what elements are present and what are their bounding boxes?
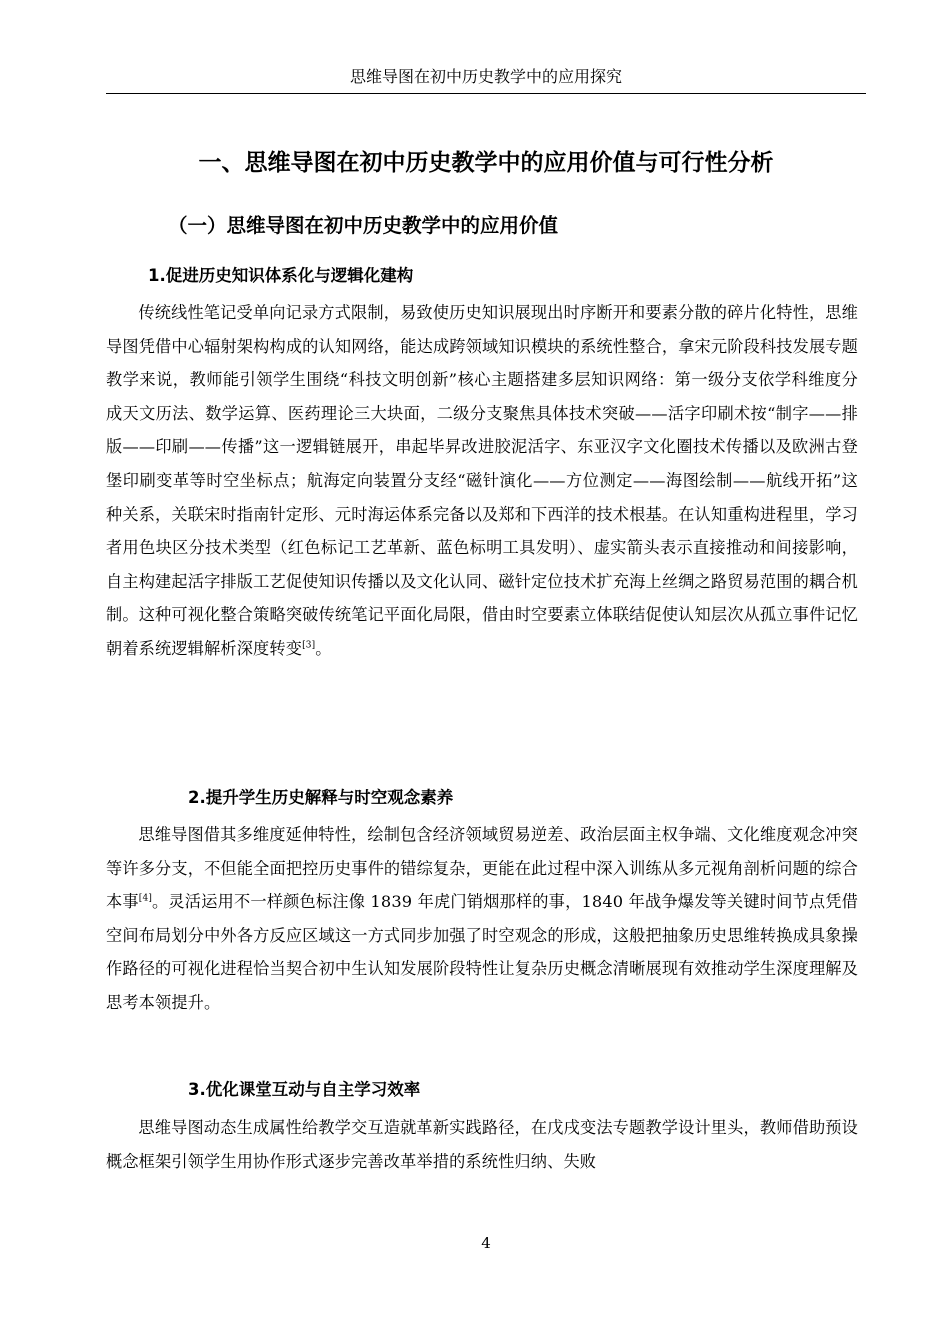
page-number: 4: [481, 1234, 491, 1252]
paragraph-2-text: 思维导图借其多维度延伸特性，绘制包含经济领域贸易逆差、政治层面主权争端、文化维度观念冲突等许多分支，不但能全面把控历史事件的错综复杂，更能在此过程中深入训练从多元视角剖析问题的综合本事: [106, 825, 858, 912]
running-header: 思维导图在初中历史教学中的应用探究: [349, 67, 622, 86]
header-rule: [106, 93, 866, 94]
subsection-heading-2: 2.提升学生历史解释与时空观念素养: [188, 788, 454, 807]
paragraph-3-text: 思维导图动态生成属性给教学交互造就革新实践路径，在戊戌变法专题教学设计里头，教师借助预设概念框架引领学生用协作形式逐步完善改革举措的系统性归纳、失败: [106, 1118, 858, 1171]
paragraph-3: [106, 1111, 858, 1178]
paragraph-1-end: 。: [315, 638, 332, 658]
section-title: （一）思维导图在初中历史教学中的应用价值: [168, 214, 559, 237]
citation-4: [4]: [138, 893, 152, 904]
citation-3: [3]: [302, 640, 316, 651]
subsection-heading-1: 1.促进历史知识体系化与逻辑化建构: [148, 266, 414, 285]
paragraph-2: [106, 818, 858, 1020]
paragraph-1: [106, 296, 858, 666]
chapter-title: 一、思维导图在初中历史教学中的应用价值与可行性分析: [198, 150, 774, 176]
subsection-heading-3: 3.优化课堂互动与自主学习效率: [188, 1080, 421, 1099]
paragraph-1-text: 传统线性笔记受单向记录方式限制，易致使历史知识展现出时序断开和要素分散的碎片化特性，思维导图凭借中心辐射架构构成的认知网络，能达成跨领域知识模块的系统性整合，拿宋元阶段科技发展专题教学来说，教师能引领学生围绕“科技文明创新”核心主题搭建多层知识网络：第一级分支依学科维度分成天文历法、数学运算、医药理论三大块面，二级分支聚焦具体技术突破——活字印刷术按“制字——排版——印刷——传播”这一逻辑链展开，串起毕昇改进胶泥活字、东亚汉字文化圈技术传播以及欧洲古登堡印刷变革等时空坐标点；航海定向装置分支经“磁针演化——方位测定——海图绘制——航线开拓”这种关系，关联宋时指南针定形、元时海运体系完备以及郑和下西洋的技术根基。在认知重构进程里，学习者用色块区分技术类型（红色标记工艺革新、蓝色标明工具发明）、虚实箭头表示直接推动和间接影响，自主构建起活字排版工艺促使知识传播以及文化认同、磁针定位技术扩充海上丝绸之路贸易范围的耦合机制。这种可视化整合策略突破传统笔记平面化局限，借由时空要素立体联结促使认知层次从孤立事件记忆朝着系统逻辑解析深度转变: [106, 303, 858, 658]
paragraph-2-end: 。灵活运用不一样颜色标注像 1839 年虎门销烟那样的事，1840 年战争爆发等关键时间节点凭借空间布局划分中外各方反应区域这一方式同步加强了时空观念的形成，这般把抽象历史思维转换成具象操作路径的可视化进程恰当契合初中生认知发展阶段特性让复杂历史概念清晰展现有效推动学生深度理解及思考本领提升。: [106, 892, 858, 1012]
